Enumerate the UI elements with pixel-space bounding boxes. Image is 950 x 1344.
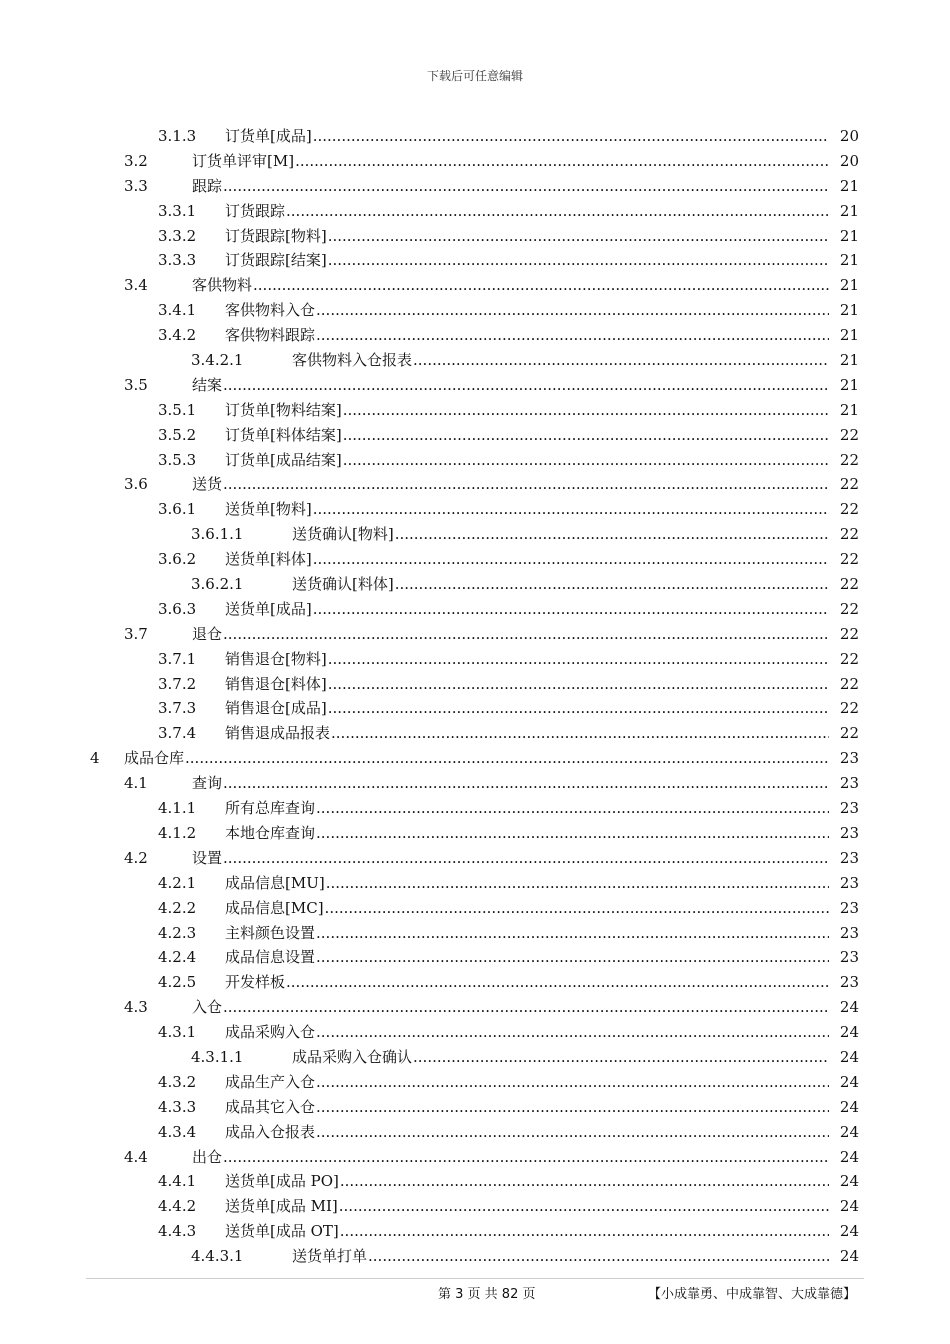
toc-entry-number: 4.2.2 (158, 898, 197, 917)
toc-entry-label (225, 1120, 829, 1145)
toc-dot-leader (331, 721, 829, 746)
toc-entry-page: 21 (829, 373, 859, 398)
toc-entry-label (225, 1194, 829, 1219)
toc-entry-title: 开发样板 (225, 970, 286, 995)
toc-entry[interactable] (0, 945, 950, 970)
toc-dot-leader (413, 1045, 829, 1070)
toc-entry[interactable] (0, 1070, 950, 1095)
toc-entry-title: 订货跟踪[物料] (225, 224, 328, 249)
toc-entry-number: 4.1.1 (158, 799, 197, 818)
toc-entry-title: 成品仓库 (124, 746, 185, 771)
toc-entry-page: 20 (829, 124, 859, 149)
toc-entry[interactable] (0, 672, 950, 697)
toc-entry-number: 3.7 (124, 624, 148, 643)
toc-dot-leader (340, 1219, 829, 1244)
toc-entry-label (225, 1219, 829, 1244)
toc-dot-leader (253, 273, 829, 298)
toc-entry[interactable] (0, 373, 950, 398)
toc-entry[interactable] (0, 1219, 950, 1244)
toc-dot-leader (313, 597, 829, 622)
toc-entry-title: 本地仓库查询 (225, 821, 316, 846)
toc-entry-number: 3.4.1 (158, 301, 197, 320)
toc-entry[interactable] (0, 497, 950, 522)
toc-entry[interactable] (0, 224, 950, 249)
toc-dot-leader (316, 1095, 829, 1120)
toc-entry[interactable] (0, 1095, 950, 1120)
toc-entry-page: 22 (829, 497, 859, 522)
footer-page-indicator: 第 3 页 共 82 页 (438, 1287, 536, 1302)
toc-entry-title: 送货单[成品 OT] (225, 1219, 340, 1244)
toc-entry-number: 3.4 (124, 276, 148, 295)
toc-entry-number: 3.3.3 (158, 251, 197, 270)
toc-dot-leader (328, 647, 829, 672)
toc-entry-label (225, 597, 829, 622)
toc-entry-title: 订货单[物料结案] (225, 398, 343, 423)
toc-entry-number: 4.4.1 (158, 1172, 197, 1191)
toc-entry-page: 21 (829, 323, 859, 348)
toc-entry-number: 4.4.2 (158, 1197, 197, 1216)
toc-entry-number: 4.2 (124, 848, 148, 867)
toc-entry-page: 21 (829, 199, 859, 224)
toc-entry-number: 3.7.2 (158, 674, 197, 693)
toc-entry-page: 24 (829, 1244, 859, 1269)
toc-entry-number: 3.5.2 (158, 425, 197, 444)
toc-entry-number: 3.6.2 (158, 550, 197, 569)
toc-entry-number: 4.2.3 (158, 923, 197, 942)
toc-dot-leader (185, 746, 829, 771)
toc-entry-page: 23 (829, 970, 859, 995)
toc-entry-number: 3.3.2 (158, 226, 197, 245)
toc-dot-leader (223, 174, 829, 199)
toc-dot-leader (343, 398, 829, 423)
toc-entry-page: 22 (829, 547, 859, 572)
toc-entry-page: 23 (829, 746, 859, 771)
toc-entry-page: 22 (829, 622, 859, 647)
toc-dot-leader (413, 348, 829, 373)
toc-entry-label (192, 622, 829, 647)
toc-entry[interactable] (0, 348, 950, 373)
table-of-contents (0, 124, 950, 1269)
toc-entry-page: 22 (829, 672, 859, 697)
toc-entry-number: 4.3.3 (158, 1097, 197, 1116)
toc-entry-number: 3.3.1 (158, 201, 197, 220)
toc-entry[interactable] (0, 572, 950, 597)
toc-entry-label (225, 896, 829, 921)
toc-entry-number: 3.6.1.1 (191, 525, 244, 544)
toc-entry[interactable] (0, 398, 950, 423)
toc-dot-leader (328, 672, 829, 697)
toc-entry[interactable] (0, 1194, 950, 1219)
toc-entry-label (225, 497, 829, 522)
toc-entry-page: 24 (829, 1120, 859, 1145)
toc-dot-leader (316, 323, 829, 348)
toc-entry-title: 送货单[成品 PO] (225, 1169, 340, 1194)
toc-entry-label (225, 721, 829, 746)
toc-entry-page: 21 (829, 174, 859, 199)
toc-entry-label (225, 298, 829, 323)
toc-entry[interactable] (0, 174, 950, 199)
toc-entry-label (225, 398, 829, 423)
toc-entry-number: 3.5.3 (158, 450, 197, 469)
toc-entry[interactable] (0, 995, 950, 1020)
toc-entry-label (225, 1169, 829, 1194)
toc-entry-page: 22 (829, 448, 859, 473)
toc-entry-label (192, 373, 829, 398)
toc-entry-title: 订货跟踪 (225, 199, 286, 224)
toc-entry-number: 3.4.2 (158, 326, 197, 345)
toc-entry-number: 3.4.2.1 (191, 351, 244, 370)
toc-entry-label (124, 746, 829, 771)
toc-dot-leader (295, 149, 829, 174)
toc-entry-title: 客供物料入仓报表 (292, 348, 413, 373)
footer-divider (86, 1278, 864, 1279)
toc-entry-title: 送货单打单 (292, 1244, 368, 1269)
toc-entry[interactable] (0, 746, 950, 771)
toc-entry-number: 4.2.1 (158, 873, 197, 892)
toc-entry-number: 4.3 (124, 998, 148, 1017)
toc-entry-page: 22 (829, 721, 859, 746)
toc-dot-leader (328, 696, 829, 721)
toc-entry-page: 21 (829, 248, 859, 273)
toc-entry-number: 3.6.3 (158, 599, 197, 618)
toc-entry-page: 21 (829, 298, 859, 323)
toc-entry-number: 4.1 (124, 774, 148, 793)
toc-entry-title: 销售退仓[成品] (225, 696, 328, 721)
toc-entry[interactable] (0, 273, 950, 298)
toc-entry-title: 订货单评审[M] (192, 149, 295, 174)
toc-entry[interactable] (0, 896, 950, 921)
toc-entry-title: 成品信息[MC] (225, 896, 325, 921)
toc-entry[interactable] (0, 1045, 950, 1070)
toc-dot-leader (328, 248, 829, 273)
toc-entry-number: 4.2.4 (158, 948, 197, 967)
toc-entry-title: 客供物料入仓 (225, 298, 316, 323)
toc-entry-title: 客供物料跟踪 (225, 323, 316, 348)
toc-entry[interactable] (0, 921, 950, 946)
toc-entry-title: 销售退成品报表 (225, 721, 331, 746)
toc-entry-label (292, 522, 829, 547)
toc-entry-page: 21 (829, 273, 859, 298)
toc-entry-page: 23 (829, 921, 859, 946)
toc-dot-leader (313, 497, 829, 522)
toc-entry-page: 22 (829, 647, 859, 672)
toc-dot-leader (223, 1145, 829, 1170)
toc-entry-title: 所有总库查询 (225, 796, 316, 821)
toc-entry-number: 3.6 (124, 475, 148, 494)
toc-dot-leader (286, 970, 829, 995)
toc-entry-title: 成品生产入仓 (225, 1070, 316, 1095)
toc-dot-leader (223, 995, 829, 1020)
toc-entry-page: 24 (829, 1169, 859, 1194)
toc-entry[interactable] (0, 597, 950, 622)
toc-entry-number: 4 (90, 749, 100, 768)
toc-entry-page: 23 (829, 945, 859, 970)
toc-dot-leader (313, 124, 829, 149)
toc-entry-number: 4.2.5 (158, 973, 197, 992)
toc-entry-title: 送货 (192, 472, 223, 497)
toc-entry-page: 22 (829, 522, 859, 547)
toc-entry[interactable] (0, 871, 950, 896)
toc-entry-title: 销售退仓[料体] (225, 672, 328, 697)
toc-entry-number: 4.3.2 (158, 1072, 197, 1091)
toc-dot-leader (343, 448, 829, 473)
toc-entry-title: 送货单[成品] (225, 597, 313, 622)
toc-entry-page: 21 (829, 348, 859, 373)
toc-entry-number: 3.5 (124, 375, 148, 394)
toc-entry-label (292, 1045, 829, 1070)
toc-entry-page: 24 (829, 1145, 859, 1170)
toc-entry-number: 3.2 (124, 151, 148, 170)
toc-entry[interactable] (0, 846, 950, 871)
toc-entry[interactable] (0, 696, 950, 721)
toc-entry[interactable] (0, 472, 950, 497)
toc-entry-page: 20 (829, 149, 859, 174)
toc-entry-title: 送货确认[料体] (292, 572, 395, 597)
toc-entry-page: 22 (829, 696, 859, 721)
toc-entry-label (292, 572, 829, 597)
toc-entry-label (192, 174, 829, 199)
toc-entry-title: 主料颜色设置 (225, 921, 316, 946)
toc-entry-page: 24 (829, 1070, 859, 1095)
toc-entry-title: 查询 (192, 771, 223, 796)
toc-entry[interactable] (0, 1145, 950, 1170)
toc-entry-title: 结案 (192, 373, 223, 398)
toc-entry[interactable] (0, 448, 950, 473)
toc-dot-leader (223, 472, 829, 497)
toc-dot-leader (395, 522, 829, 547)
toc-entry-title: 成品信息[MU] (225, 871, 326, 896)
toc-entry-label (192, 771, 829, 796)
toc-entry-label (225, 248, 829, 273)
toc-entry-number: 3.5.1 (158, 400, 197, 419)
toc-entry-page: 24 (829, 1045, 859, 1070)
toc-entry-page: 22 (829, 597, 859, 622)
toc-dot-leader (223, 771, 829, 796)
toc-entry-label (225, 323, 829, 348)
toc-dot-leader (316, 1120, 829, 1145)
toc-entry-title: 成品入仓报表 (225, 1120, 316, 1145)
toc-entry-page: 24 (829, 995, 859, 1020)
toc-entry-page: 23 (829, 846, 859, 871)
toc-entry-label (192, 149, 829, 174)
toc-entry-label (225, 647, 829, 672)
toc-entry-label (225, 1095, 829, 1120)
toc-dot-leader (286, 199, 829, 224)
toc-entry-label (225, 547, 829, 572)
toc-dot-leader (328, 224, 829, 249)
toc-entry-page: 24 (829, 1020, 859, 1045)
toc-dot-leader (223, 846, 829, 871)
toc-entry-title: 退仓 (192, 622, 223, 647)
toc-entry-title: 订货单[成品] (225, 124, 313, 149)
toc-entry[interactable] (0, 1169, 950, 1194)
header-note: 下载后可任意编辑 (426, 69, 523, 83)
toc-entry-page: 24 (829, 1194, 859, 1219)
toc-entry-number: 4.3.1 (158, 1023, 197, 1042)
toc-entry-number: 3.1.3 (158, 127, 197, 145)
toc-entry-number: 3.7.4 (158, 724, 197, 743)
toc-entry-number: 3.3 (124, 176, 148, 195)
toc-dot-leader (325, 896, 829, 921)
toc-entry-page: 21 (829, 398, 859, 423)
toc-entry-page: 24 (829, 1095, 859, 1120)
toc-entry-label (292, 1244, 829, 1269)
toc-entry[interactable] (0, 647, 950, 672)
toc-entry[interactable] (0, 1244, 950, 1269)
toc-entry-label (225, 871, 829, 896)
toc-dot-leader (339, 1194, 829, 1219)
toc-dot-leader (326, 871, 829, 896)
toc-entry-label (225, 945, 829, 970)
footer-motto: 【小成靠勇、中成靠智、大成靠德】 (647, 1287, 856, 1302)
toc-entry-page: 23 (829, 796, 859, 821)
toc-entry-label (225, 821, 829, 846)
toc-entry-label (225, 1020, 829, 1045)
toc-entry-title: 客供物料 (192, 273, 253, 298)
toc-entry-title: 跟踪 (192, 174, 223, 199)
toc-entry-number: 4.4.3 (158, 1222, 197, 1241)
toc-entry[interactable] (0, 622, 950, 647)
toc-dot-leader (395, 572, 829, 597)
toc-entry-label (225, 199, 829, 224)
toc-entry-number: 4.3.4 (158, 1122, 197, 1141)
toc-entry-label (225, 448, 829, 473)
toc-entry-label (225, 124, 829, 149)
toc-entry[interactable] (0, 1020, 950, 1045)
toc-entry-label (225, 423, 829, 448)
toc-entry-label (225, 796, 829, 821)
toc-entry-number: 3.6.2.1 (191, 575, 244, 594)
toc-entry-title: 成品采购入仓确认 (292, 1045, 413, 1070)
toc-entry-number: 3.7.3 (158, 699, 197, 718)
toc-dot-leader (316, 1070, 829, 1095)
toc-entry-label (192, 995, 829, 1020)
toc-entry-title: 销售退仓[物料] (225, 647, 328, 672)
toc-entry-page: 22 (829, 572, 859, 597)
toc-entry-label (225, 1070, 829, 1095)
toc-entry[interactable] (0, 547, 950, 572)
toc-entry-label (192, 472, 829, 497)
toc-dot-leader (313, 547, 829, 572)
toc-entry-title: 入仓 (192, 995, 223, 1020)
toc-entry-title: 送货单[物料] (225, 497, 313, 522)
toc-entry-number: 4.4 (124, 1147, 148, 1166)
toc-entry[interactable] (0, 721, 950, 746)
toc-entry[interactable] (0, 199, 950, 224)
toc-entry[interactable] (0, 771, 950, 796)
toc-entry[interactable] (0, 423, 950, 448)
toc-entry-title: 送货单[料体] (225, 547, 313, 572)
toc-entry-number: 4.3.1.1 (191, 1047, 244, 1066)
toc-entry-label (192, 846, 829, 871)
toc-entry-page: 23 (829, 821, 859, 846)
toc-entry-number: 4.4.3.1 (191, 1247, 244, 1266)
toc-dot-leader (316, 1020, 829, 1045)
toc-entry-page: 24 (829, 1219, 859, 1244)
toc-entry[interactable] (0, 1120, 950, 1145)
toc-entry-label (192, 1145, 829, 1170)
toc-dot-leader (316, 796, 829, 821)
toc-entry[interactable] (0, 323, 950, 348)
toc-dot-leader (223, 373, 829, 398)
toc-dot-leader (343, 423, 829, 448)
toc-entry-title: 成品其它入仓 (225, 1095, 316, 1120)
toc-entry[interactable] (0, 124, 950, 149)
toc-entry[interactable] (0, 970, 950, 995)
toc-entry-page: 23 (829, 896, 859, 921)
toc-entry-label (225, 921, 829, 946)
toc-dot-leader (316, 821, 829, 846)
toc-entry-label (225, 672, 829, 697)
toc-entry-title: 订货单[料体结案] (225, 423, 343, 448)
toc-entry-title: 订货跟踪[结案] (225, 248, 328, 273)
toc-entry-page: 22 (829, 423, 859, 448)
toc-dot-leader (368, 1244, 829, 1269)
toc-entry-title: 订货单[成品结案] (225, 448, 343, 473)
toc-entry-label (192, 273, 829, 298)
toc-entry-number: 4.1.2 (158, 823, 197, 842)
toc-entry-label (225, 224, 829, 249)
toc-entry-title: 送货单[成品 MI] (225, 1194, 339, 1219)
toc-entry[interactable] (0, 522, 950, 547)
toc-dot-leader (340, 1169, 829, 1194)
toc-entry-title: 出仓 (192, 1145, 223, 1170)
toc-entry-title: 成品信息设置 (225, 945, 316, 970)
toc-entry-page: 23 (829, 871, 859, 896)
toc-dot-leader (223, 622, 829, 647)
toc-entry-label (292, 348, 829, 373)
toc-entry[interactable] (0, 796, 950, 821)
toc-entry-number: 3.6.1 (158, 500, 197, 519)
toc-entry-page: 22 (829, 472, 859, 497)
toc-entry[interactable] (0, 298, 950, 323)
toc-entry-title: 送货确认[物料] (292, 522, 395, 547)
toc-entry[interactable] (0, 821, 950, 846)
toc-entry-label (225, 970, 829, 995)
toc-entry[interactable] (0, 149, 950, 174)
toc-entry-title: 设置 (192, 846, 223, 871)
toc-entry[interactable] (0, 248, 950, 273)
toc-dot-leader (316, 921, 829, 946)
toc-entry-number: 3.7.1 (158, 649, 197, 668)
toc-entry-page: 23 (829, 771, 859, 796)
toc-dot-leader (316, 298, 829, 323)
toc-entry-label (225, 696, 829, 721)
toc-entry-page: 21 (829, 224, 859, 249)
toc-dot-leader (316, 945, 829, 970)
toc-entry-title: 成品采购入仓 (225, 1020, 316, 1045)
